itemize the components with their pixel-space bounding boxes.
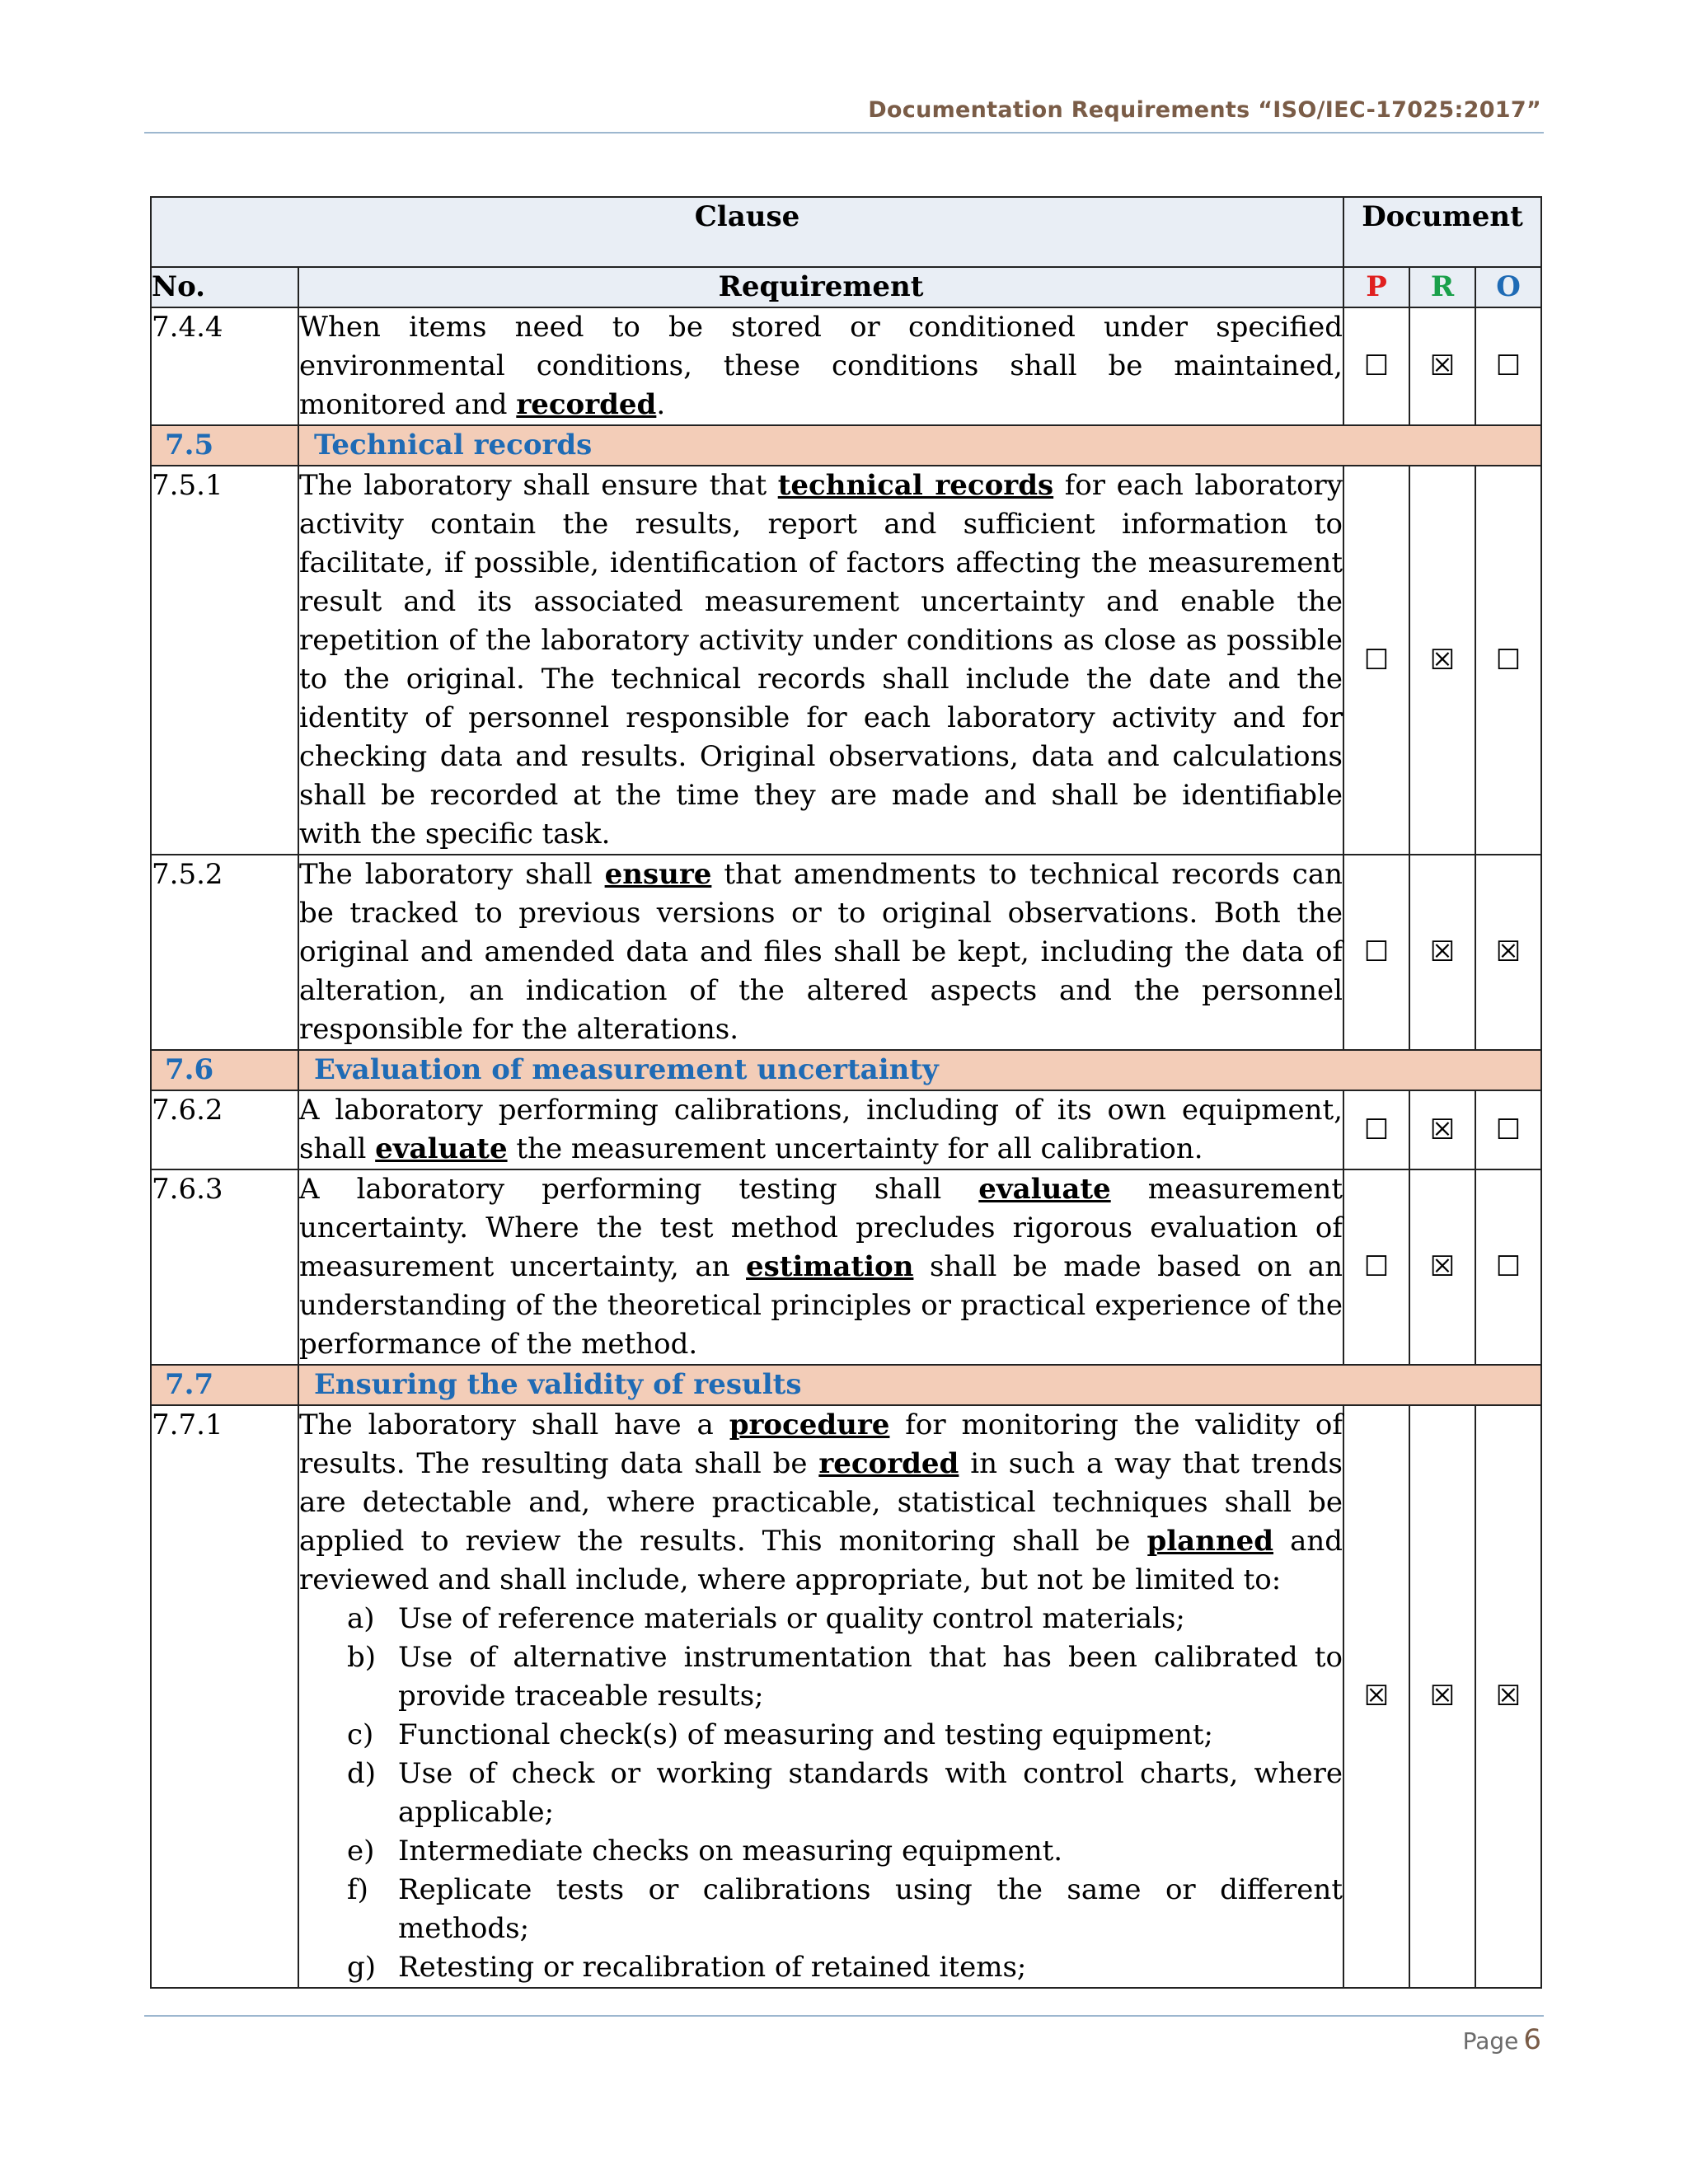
section-row — [151, 425, 1541, 466]
list-item: d) Use of check or working standards with control charts, where applicable; — [347, 1757, 1343, 1829]
r-column-header: R — [1409, 267, 1475, 307]
section-row — [151, 1365, 1541, 1405]
checkbox-r[interactable]: ☒ — [1409, 466, 1475, 855]
section-title: Technical records — [298, 425, 1541, 466]
table-row — [151, 307, 1541, 425]
list-item: b) Use of alternative instrumentation that has been calibrated to provide traceable results; — [347, 1641, 1343, 1713]
section-number: 7.7 — [151, 1365, 298, 1405]
clause-number: 7.4.4 — [151, 307, 298, 425]
requirement-text: The laboratory shall ensure that amendments to technical records can be tracked to previous versions or to original observations. Both the original and amended data and files shall be kept, including the data of alteration, an indication of the altered aspects and the personnel responsible for the alterations. — [298, 855, 1343, 1050]
keyword: estimation — [746, 1250, 914, 1283]
requirement-text: The laboratory shall have a procedure for monitoring the validity of results. The resulting data shall be recorded in such a way that trends are detectable and, where practicable, statistical techniques shall be applied to review the results. This monitoring shall be planned and reviewed and shall include, where appropriate, but not be limited to: a) Use of reference materials or quality control materials; b) Use of alternative instrumentation that has been calibrated to provide traceable results; c) Functional check(s) of measuring and testing equipment; d) Use of check or working standards with control charts, where applicable; e) Intermediate checks on measuring equipment. f) Replicate tests or calibrations using the same or different methods; g) Retesting or recalibration of retained items; — [298, 1405, 1343, 1988]
table-row — [151, 855, 1541, 1050]
keyword: recorded — [516, 388, 657, 421]
document-header: Document — [1343, 197, 1541, 267]
checkbox-r[interactable]: ☒ — [1409, 1405, 1475, 1988]
footer-divider — [144, 2015, 1544, 2017]
o-column-header: O — [1475, 267, 1541, 307]
checkbox-r[interactable]: ☒ — [1409, 855, 1475, 1050]
list-item: e) Intermediate checks on measuring equipment. — [347, 1835, 1063, 1868]
checkbox-r[interactable]: ☒ — [1409, 1090, 1475, 1169]
table-row — [151, 1090, 1541, 1169]
section-number: 7.6 — [151, 1050, 298, 1090]
list-item: c) Functional check(s) of measuring and testing equipment; — [347, 1718, 1213, 1751]
table-row — [151, 1169, 1541, 1365]
table-row — [151, 466, 1541, 855]
requirement-text: When items need to be stored or conditioned under specified environmental conditions, these conditions shall be maintained, monitored and recorded. — [298, 307, 1343, 425]
section-row — [151, 1050, 1541, 1090]
checkbox-r[interactable]: ☒ — [1409, 1169, 1475, 1365]
clause-number: 7.5.2 — [151, 855, 298, 1050]
checkbox-p[interactable]: ☒ — [1343, 1405, 1409, 1988]
checkbox-r[interactable]: ☒ — [1409, 307, 1475, 425]
clause-number: 7.6.3 — [151, 1169, 298, 1365]
clause-number: 7.5.1 — [151, 466, 298, 855]
checkbox-p[interactable]: ☐ — [1343, 1090, 1409, 1169]
monitoring-list — [299, 1600, 1343, 1987]
section-title: Ensuring the validity of results — [298, 1365, 1541, 1405]
checkbox-o[interactable]: ☒ — [1475, 1405, 1541, 1988]
requirement-column-header: Requirement — [298, 267, 1343, 307]
checkbox-p[interactable]: ☐ — [1343, 855, 1409, 1050]
table-row — [151, 1405, 1541, 1988]
keyword: technical records — [777, 469, 1054, 502]
list-item: g) Retesting or recalibration of retained items; — [347, 1951, 1027, 1984]
clause-header: Clause — [151, 197, 1343, 267]
section-title: Evaluation of measurement uncertainty — [298, 1050, 1541, 1090]
keyword: evaluate — [978, 1173, 1111, 1206]
keyword: ensure — [604, 858, 712, 891]
clause-number: 7.7.1 — [151, 1405, 298, 1988]
checkbox-p[interactable]: ☐ — [1343, 466, 1409, 855]
requirement-text: The laboratory shall ensure that technical records for each laboratory activity contain the results, report and sufficient information to facilitate, if possible, identification of factors affecting the measurement result and its associated measurement uncertainty and enable the repetition of the laboratory activity under conditions as close as possible to the original. The technical records shall include the date and the identity of personnel responsible for each laboratory activity and for checking data and results. Original observations, data and calculations shall be recorded at the time they are made and shall be identifiable with the specific task. — [298, 466, 1343, 855]
list-item: f) Replicate tests or calibrations using the same or different methods; — [347, 1873, 1343, 1945]
page-number: Page 6 — [1462, 2023, 1541, 2056]
keyword: evaluate — [375, 1132, 508, 1165]
section-number: 7.5 — [151, 425, 298, 466]
clause-number: 7.6.2 — [151, 1090, 298, 1169]
requirements-table — [150, 196, 1542, 1989]
keyword: planned — [1146, 1525, 1274, 1558]
checkbox-o[interactable]: ☐ — [1475, 1169, 1541, 1365]
no-column-header: No. — [151, 267, 298, 307]
p-column-header: P — [1343, 267, 1409, 307]
requirement-text: A laboratory performing testing shall evaluate measurement uncertainty. Where the test method precludes rigorous evaluation of measurement uncertainty, an estimation shall be made based on an understanding of the theoretical principles or practical experience of the performance of the method. — [298, 1169, 1343, 1365]
checkbox-o[interactable]: ☐ — [1475, 1090, 1541, 1169]
checkbox-p[interactable]: ☐ — [1343, 1169, 1409, 1365]
checkbox-o[interactable]: ☒ — [1475, 855, 1541, 1050]
requirement-text: A laboratory performing calibrations, including of its own equipment, shall evaluate the measurement uncertainty for all calibration. — [298, 1090, 1343, 1169]
document-header-title: Documentation Requirements “ISO/IEC-17025:2017” — [868, 97, 1541, 123]
keyword: recorded — [818, 1447, 959, 1480]
list-item: a) Use of reference materials or quality control materials; — [347, 1602, 1185, 1635]
checkbox-p[interactable]: ☐ — [1343, 307, 1409, 425]
keyword: procedure — [729, 1408, 890, 1441]
checkbox-o[interactable]: ☐ — [1475, 307, 1541, 425]
checkbox-o[interactable]: ☐ — [1475, 466, 1541, 855]
header-divider — [144, 132, 1544, 134]
